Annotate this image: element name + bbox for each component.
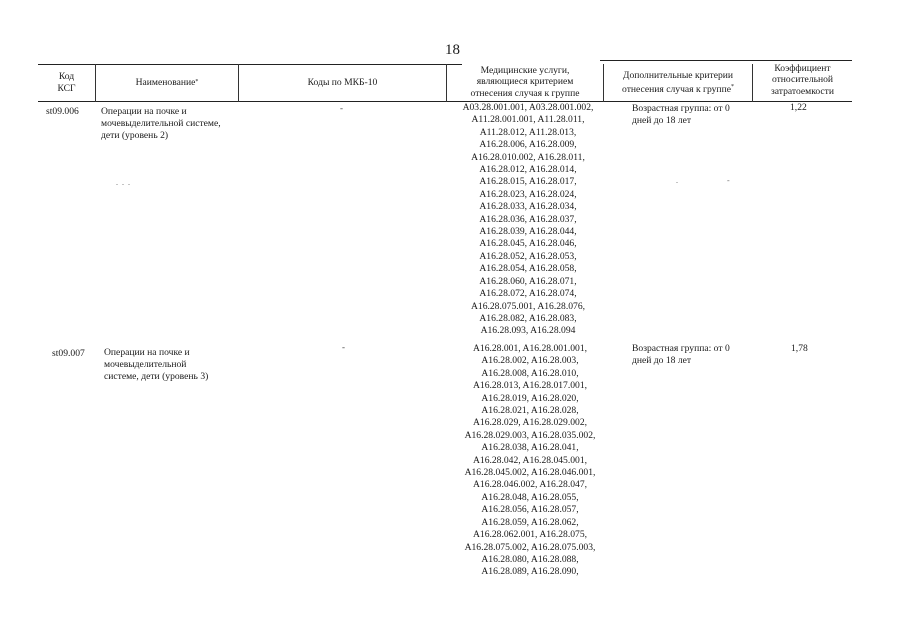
row-coefficient: 1,78 <box>791 343 808 354</box>
empty-icd-dash: - <box>340 103 343 113</box>
scan-mark: - <box>727 176 730 185</box>
row-service-codes: A16.28.001, A16.28.001.001, A16.28.002, A16.28.003, A16.28.008, A16.28.010, A16.28.013, A16.28.017.001, A16.28.019, A16.28.020, A16.28.021, A16.28.028, A16.28.029, A16.28.029.002, A16.28.029.003, A16.28.035.002, A16.28.038, A16.28.041, A16.28.042, A16.28.045.001, A16.28.045.002, A16.28.046.001, A16.28.046.002, A16.28.047, A16.28.048, A16.28.055, A16.28.056, A16.28.057, A16.28.059, A16.28.062, A16.28.062.001, A16.28.075, A16.28.075.002, A16.28.075.003, A16.28.080, A16.28.088, A16.28.089, A16.28.090, <box>464 343 596 578</box>
header-bottom-rule <box>38 101 852 102</box>
header-ksg-code: Код КСГ <box>57 71 76 94</box>
header-top-rule <box>38 64 462 65</box>
header-coefficient: Коэффициент относительной затратоемкости <box>770 62 835 97</box>
row-service-codes: A03.28.001.001, A03.28.001.002, A11.28.001.001, A11.28.011, A11.28.012, A11.28.013, A16.28.006, A16.28.009, A16.28.010.002, A16.28.011, A16.28.012, A16.28.014, A16.28.015, A16.28.017, A16.28.023, A16.28.024, A16.28.033, A16.28.034, A16.28.036, A16.28.037, A16.28.039, A16.28.044, A16.28.045, A16.28.046, A16.28.052, A16.28.053, A16.28.054, A16.28.058, A16.28.060, A16.28.071, A16.28.072, A16.28.074, A16.28.075.001, A16.28.076, A16.28.082, A16.28.083, A16.28.093, A16.28.094 <box>462 102 594 337</box>
header-medical-services: Медицинские услуги, являющиеся критерием отнесения случая к группе <box>470 64 580 99</box>
row-name: Операции на почке и мочевыделительной системе, дети (уровень 3) <box>104 347 209 382</box>
page-number: 18 <box>445 42 460 58</box>
scan-mark: . <box>676 176 678 185</box>
row-ksg-code: st09.007 <box>52 348 85 359</box>
row-criteria: Возрастная группа: от 0 дней до 18 лет <box>632 103 730 126</box>
row-coefficient: 1,22 <box>790 102 807 113</box>
row-criteria: Возрастная группа: от 0 дней до 18 лет <box>632 343 730 366</box>
empty-icd-dash: - <box>342 342 345 352</box>
header-icd10-codes: Коды по МКБ-10 <box>307 77 378 89</box>
header-name: Наименование * <box>135 77 199 89</box>
header-additional-criteria: Дополнительные критерии отнесения случая к группе* <box>622 70 734 96</box>
row-ksg-code: st09.006 <box>46 106 79 117</box>
row-name: Операции на почке и мочевыделительной системе, дети (уровень 2) <box>101 106 221 141</box>
scan-mark: . . . <box>116 178 130 187</box>
